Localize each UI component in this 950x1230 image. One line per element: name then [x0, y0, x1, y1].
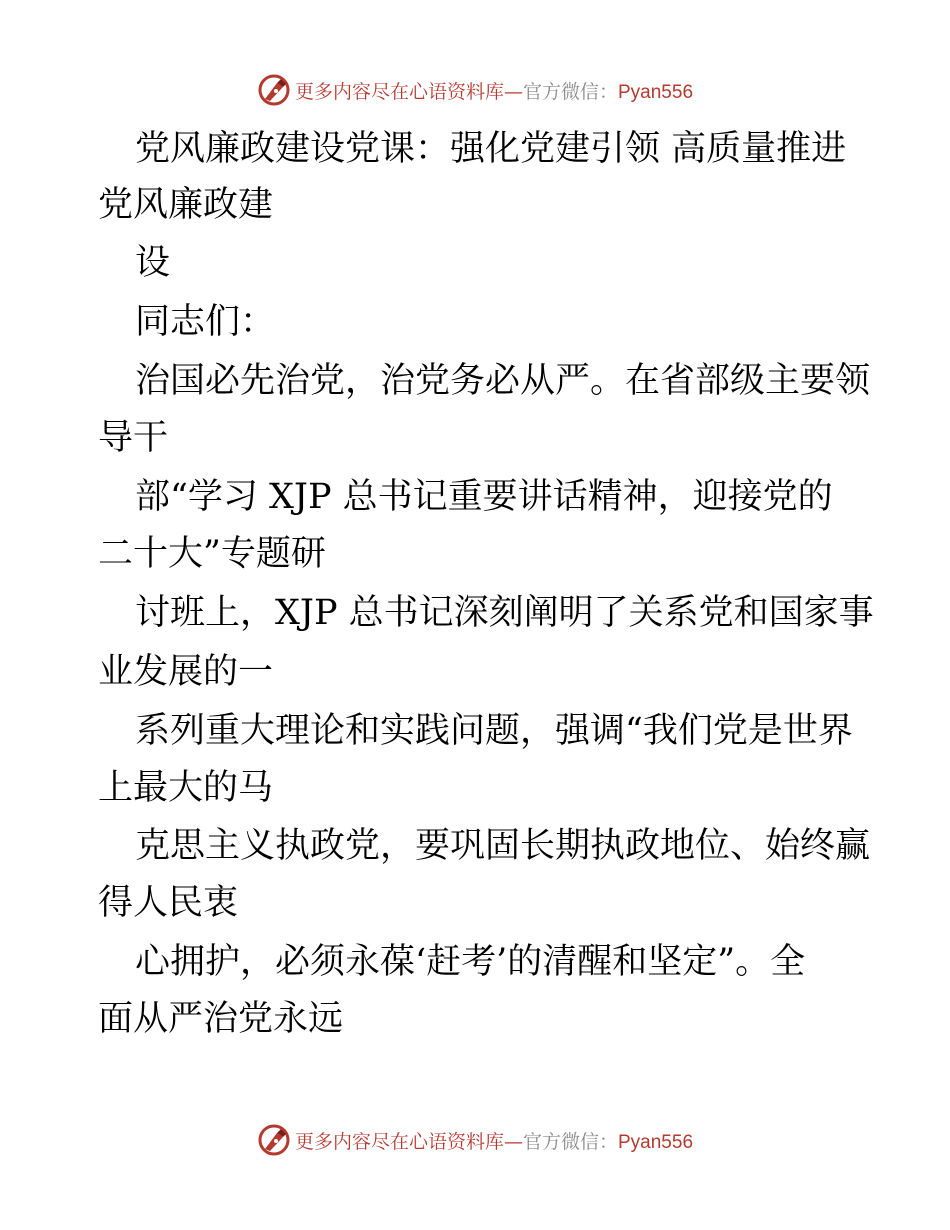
footer-banner [0, 1120, 950, 1160]
paragraph-line: 得人民衷 [98, 883, 239, 923]
banner-wechat-label: 官方微信： [522, 1130, 618, 1153]
salutation-line: 同志们： [135, 302, 276, 342]
title-line-3: 设 [135, 243, 171, 283]
paragraph-line: 二十大”专题研 [98, 534, 326, 574]
paragraph-line: 上最大的马 [98, 768, 274, 808]
title-line-2: 党风廉政建 [98, 185, 274, 225]
paragraph-line: 讨班上，XJP 总书记深刻阐明了关系党和国家事 [135, 593, 874, 633]
paragraph-line: 心拥护，必须永葆‘赶考’的清醒和坚定”。全 [135, 942, 806, 982]
banner-site-text: 更多内容尽在心语资料库 [294, 1130, 504, 1153]
pen-nib-logo-icon [257, 1123, 291, 1157]
banner-wechat-label: 官方微信： [522, 80, 618, 103]
banner-dash: — [503, 1130, 523, 1153]
banner-dash: — [503, 80, 523, 103]
paragraph-line: 治国必先治党，治党务必从严。在省部级主要领 [135, 361, 871, 401]
banner-site-text: 更多内容尽在心语资料库 [294, 80, 504, 103]
banner-wechat-id: Pyan556 [618, 1131, 694, 1153]
paragraph-line: 系列重大理论和实践问题，强调“我们党是世界 [135, 711, 853, 751]
title-line-1: 党风廉政建设党课：强化党建引领 高质量推进 [135, 129, 847, 169]
banner-wechat-id: Pyan556 [618, 81, 694, 103]
paragraph-line: 克思主义执政党，要巩固长期执政地位、始终赢 [135, 826, 871, 866]
paragraph-line: 业发展的一 [98, 652, 274, 692]
paragraph-line: 部“学习 XJP 总书记重要讲话精神，迎接党的 [135, 477, 833, 517]
paragraph-line: 面从严治党永远 [98, 999, 344, 1039]
paragraph-line: 导干 [98, 418, 169, 458]
